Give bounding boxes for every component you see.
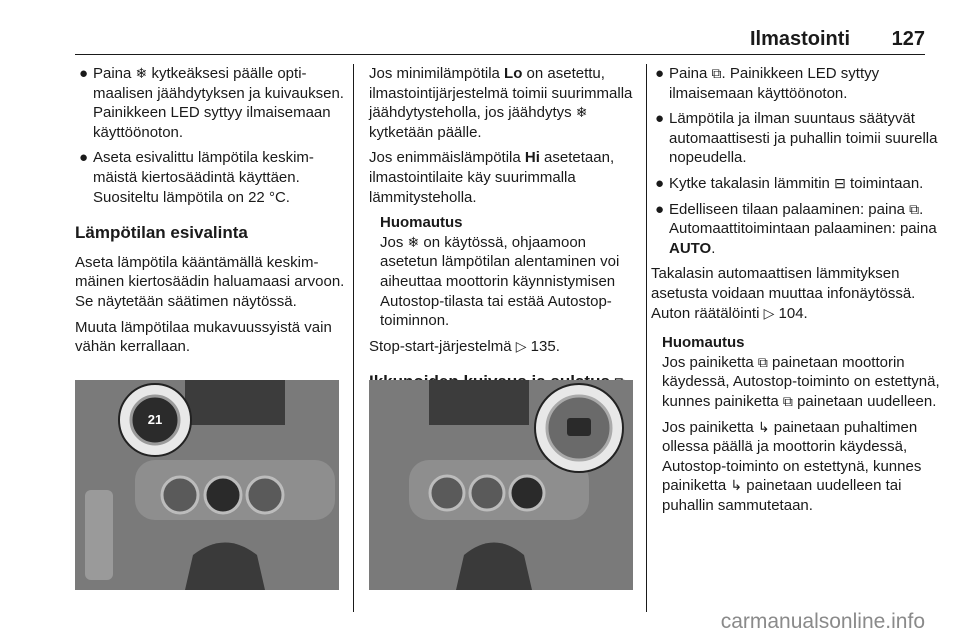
air-distribution-icon: ↳ bbox=[730, 477, 743, 494]
note-block bbox=[651, 333, 941, 515]
windscreen-defrost-icon: ⧉ bbox=[909, 200, 920, 217]
page-section-title: Ilmastointi bbox=[749, 28, 850, 50]
paragraph: Takalasin automaattisen lämmityksen asetusta voidaan muuttaa infonäytössä. Auton räätälöinti ▷ 104. bbox=[651, 265, 916, 322]
cross-reference: Stop-start-järjestelmä ▷ 135. bbox=[369, 337, 560, 355]
paragraph: Aseta lämpötila kääntämällä keskimmäinen kiertosäädin haluamaasi arvoon. Se näytetään säätimen näytössä. bbox=[75, 253, 345, 310]
rear-window-heater-icon: ⊟ bbox=[834, 174, 846, 191]
list-item: ● Edelliseen tilaan palaaminen: paina ⧉. Automaattitoimintaan palaaminen: paina AUTO. bbox=[655, 200, 937, 257]
bullet-dot: ● bbox=[79, 149, 89, 167]
temperature-display: 21 bbox=[147, 412, 163, 427]
paragraph: Muuta lämpötilaa mukavuussyistä vain vähän kerrallaan. bbox=[75, 318, 332, 356]
list-item: ● Paina ⧉. Painikkeen LED syttyy ilmaisemaan käyttöönoton. bbox=[655, 65, 880, 102]
climate-control-photo-temperature bbox=[75, 380, 339, 590]
bullet-dot: ● bbox=[655, 200, 665, 218]
bullet-dot: ● bbox=[655, 110, 665, 128]
air-distribution-icon: ↳ bbox=[757, 418, 770, 435]
column-divider bbox=[353, 64, 354, 612]
climate-control-photo-defrost bbox=[369, 380, 633, 590]
note-text: Jos ❄ on käytössä, ohjaamoon asetetun lämpötilan alentaminen voi aiheuttaa moottorin käynnistymisen Autostop-tilasta tai estää Autostop-toiminnon. bbox=[380, 233, 620, 330]
windscreen-defrost-icon: ⧉ bbox=[711, 65, 722, 81]
section-heading: Lämpötilan esivalinta bbox=[75, 223, 248, 243]
windscreen-defrost-icon: ⧉ bbox=[757, 353, 768, 370]
note-text: Jos painiketta ⧉ painetaan moottorin käydessä, Autostop-toiminto on estettynä, kunnes painiketta ⧉ painetaan uudelleen. bbox=[662, 353, 940, 410]
column-1 bbox=[75, 64, 345, 363]
column-divider bbox=[646, 64, 647, 612]
page-number: 127 bbox=[891, 28, 925, 50]
snowflake-icon: ❄ bbox=[575, 104, 588, 121]
windscreen-defrost-icon: ⧉ bbox=[782, 392, 793, 409]
note-block bbox=[369, 213, 639, 331]
snowflake-icon: ❄ bbox=[407, 233, 420, 250]
note-title: Huomautus bbox=[662, 334, 745, 352]
header-rule bbox=[75, 54, 925, 55]
page-reference-icon: ▷ bbox=[763, 304, 775, 321]
paragraph: Jos minimilämpötila Lo on asetettu, ilmastointijärjestelmä toimii suurimmalla jäähdytysteholla, jos jäähdytys ❄ kytketään päälle. bbox=[369, 65, 633, 141]
note-text: Jos painiketta ↳ painetaan puhaltimen ollessa päällä ja moottorin käydessä, Autostop-toiminto on estettynä, kunnes painiketta ↳ painetaan uudelleen tai puhallin sammutetaan. bbox=[662, 418, 922, 514]
page-reference-icon: ▷ bbox=[515, 337, 527, 354]
snowflake-icon: ❄ bbox=[135, 65, 148, 81]
list-item: ● Lämpötila ja ilman suuntaus säätyvät automaattisesti ja puhallin toimii suurella nopeudella. bbox=[655, 110, 938, 167]
list-item: ● Kytke takalasin lämmitin ⊟ toimintaan. bbox=[655, 174, 924, 192]
column-3 bbox=[651, 64, 941, 521]
paragraph: Jos enimmäislämpötila Hi asetetaan, ilmastointilaite käy suurimmalla lämmitysteholla. bbox=[369, 149, 615, 206]
list-item: ● Paina ❄ kytkeäksesi päälle optimaalisen jäähdytyksen ja kuivauksen. Painikkeen LED syttyy ilmaisemaan käyttöönoton. bbox=[79, 65, 344, 141]
column-2 bbox=[369, 64, 639, 402]
note-title: Huomautus bbox=[380, 214, 463, 232]
bullet-dot: ● bbox=[79, 65, 89, 82]
bullet-dot: ● bbox=[655, 174, 665, 192]
watermark: carmanualsonline.info bbox=[720, 610, 925, 633]
list-item: ● Aseta esivalittu lämpötila keskimmäistä kiertosäädintä käyttäen. Suositeltu lämpötila on 22 °C. bbox=[79, 149, 314, 206]
bullet-dot: ● bbox=[655, 65, 665, 82]
